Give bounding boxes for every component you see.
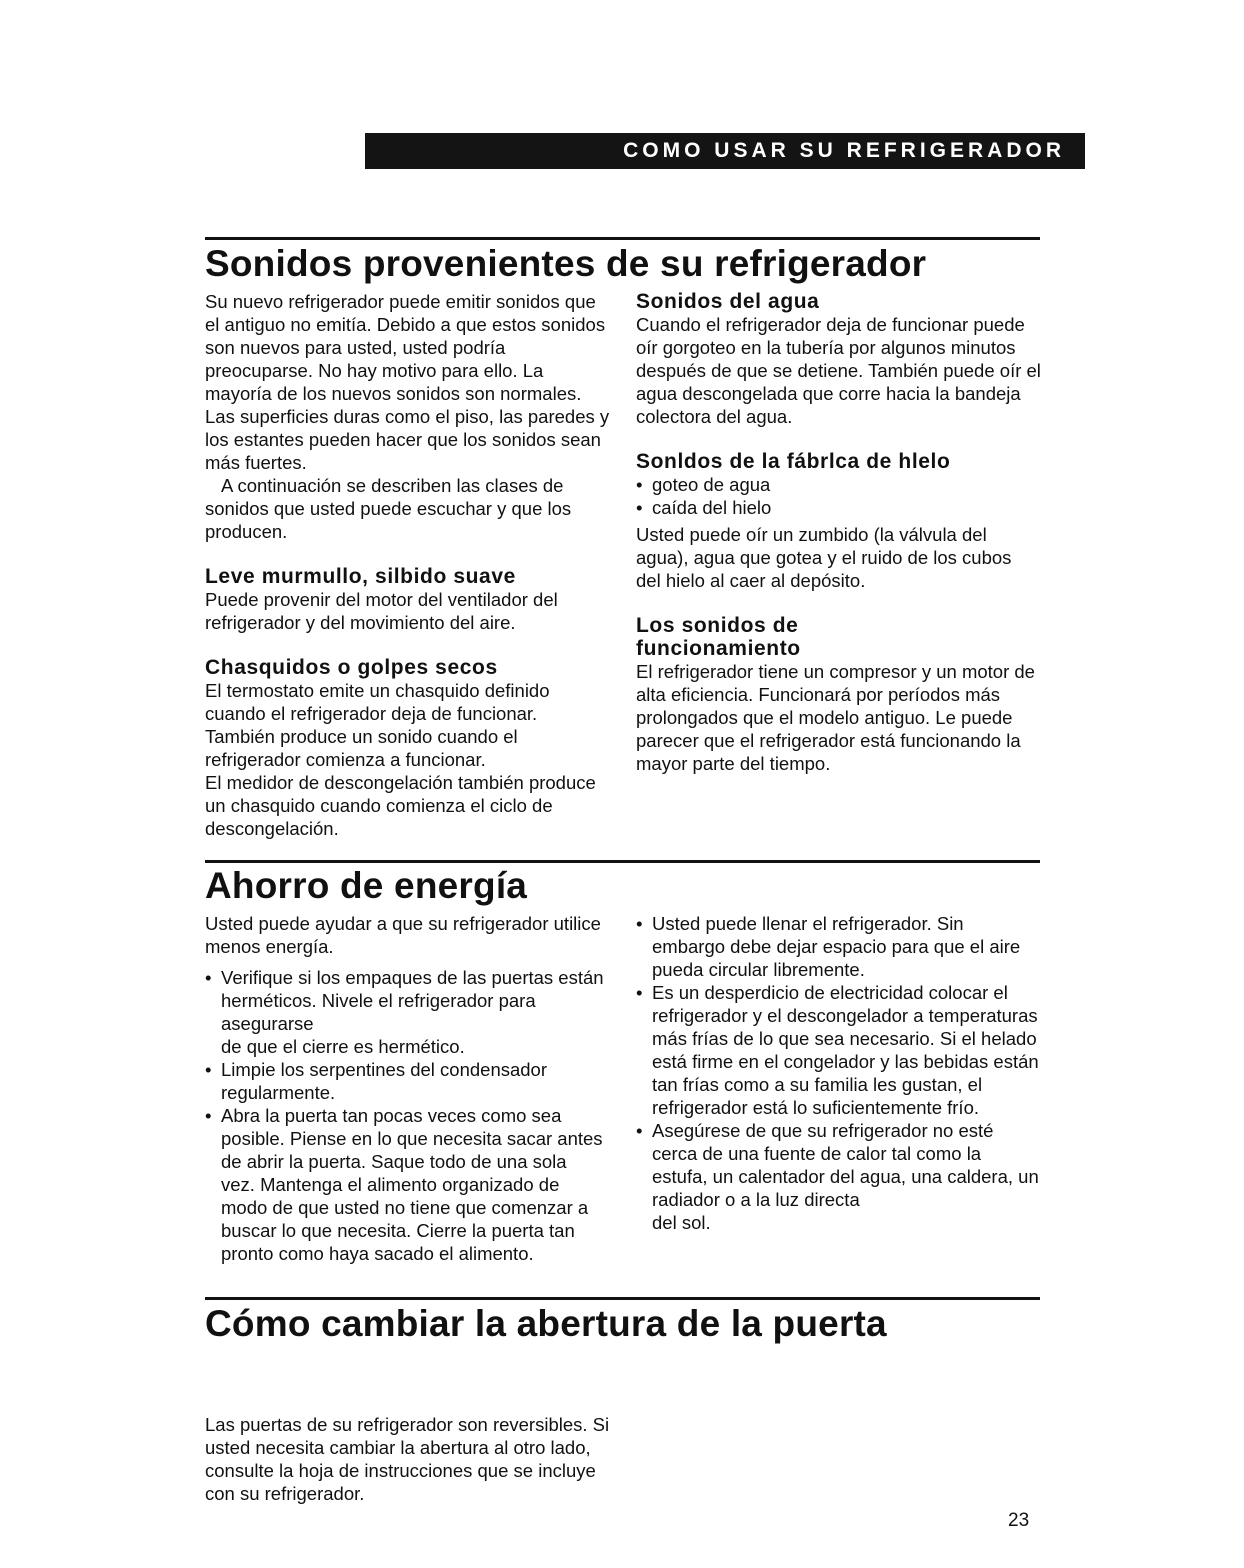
section-rule (205, 237, 1040, 240)
ice-text: Usted puede oír un zumbido (la válvula del agua), agua que gotea y el ruido de los cubos del hielo al caer al depósito. (636, 524, 1012, 591)
sounds-left-column (205, 290, 610, 840)
energy-left-column (205, 912, 605, 1265)
sounds-intro-2: A continuación se describen las clases de sonidos que usted puede escuchar y que los producen. (205, 475, 572, 542)
operation-heading: Los sonidos de funcionamiento (636, 614, 801, 660)
list-item: • Abra la puerta tan pocas veces como sea posible. Piense en lo que necesita sacar antes de abrir la puerta. Saque todo de una sola vez. Mantenga el alimento organizado de modo de que usted no tiene que comenzar a buscar lo que necesita. Cierre la puerta tan pronto como haya sacado el alimento. (205, 1104, 605, 1265)
page-number: 23 (1008, 1510, 1030, 1531)
energy-tips-right (636, 912, 1041, 1234)
click-text-1: El termostato emite un chasquido definido cuando el refrigerador deja de funcionar. También produce un sonido cuando el refrigerador comienza a funcionar. (205, 680, 550, 770)
ice-bullet-list (636, 473, 1041, 519)
list-item: • Usted puede llenar el refrigerador. Sin embargo debe dejar espacio para que el aire pueda circular libremente. (636, 912, 1041, 981)
door-text: Las puertas de su refrigerador son reversibles. Si usted necesita cambiar la abertura al otro lado, consulte la hoja de instrucciones que se incluye con su refrigerador. (205, 1414, 610, 1504)
list-item: • Limpie los serpentines del condensador regularmente. (205, 1058, 605, 1104)
door-title: Cómo cambiar la abertura de la puerta (205, 1303, 887, 1344)
list-item: • goteo de agua (636, 473, 1041, 496)
sounds-title: Sonidos provenientes de su refrigerador (205, 243, 927, 284)
list-item: • Es un desperdicio de electricidad colocar el refrigerador y el descongelador a temperaturas más frías de lo que sea necesario. Si el helado está firme en el congelador y las bebidas están tan frías como a su familia les gustan, el refrigerador está lo suficientemente frío. (636, 981, 1041, 1119)
door-column (205, 1413, 625, 1505)
tip-text: Asegúrese de que su refrigerador no esté cerca de una fuente de calor tal como la estufa, un calentador del agua, una caldera, un radiador o a la luz directa (652, 1120, 1039, 1210)
section-rule (205, 860, 1040, 863)
sounds-right-column (636, 290, 1041, 775)
list-item: • caída del hielo (636, 496, 1041, 519)
section-banner: COMO USAR SU REFRIGERADOR (365, 133, 1085, 169)
tip-text: Verifique si los empaques de las puertas están herméticos. Nivele el refrigerador para asegurarse (221, 967, 604, 1034)
energy-intro: Usted puede ayudar a que su refrigerador utilice menos energía. (205, 913, 601, 957)
hum-heading: Leve murmullo, silbido suave (205, 565, 516, 588)
water-heading: Sonidos del agua (636, 290, 820, 313)
section-rule (205, 1297, 1040, 1300)
sounds-intro: Su nuevo refrigerador puede emitir sonidos que el antiguo no emitía. Debido a que estos sonidos son nuevos para usted, usted podría preocuparse. No hay motivo para ello. La mayoría de los nuevos sonidos son normales. Las superficies duras como el piso, las paredes y los estantes pueden hacer que los sonidos sean más fuertes. (205, 291, 610, 473)
tip-text: de que el cierre es hermético. (221, 1036, 465, 1057)
click-text-2: El medidor de descongelación también produce un chasquido cuando comienza el ciclo de descongelación. (205, 772, 596, 839)
hum-text: Puede provenir del motor del ventilador del refrigerador y del movimiento del aire. (205, 589, 558, 633)
tip-text: del sol. (652, 1212, 711, 1233)
list-item (636, 1119, 1041, 1234)
operation-text: El refrigerador tiene un compresor y un motor de alta eficiencia. Funcionará por períodos más prolongados que el modelo antiguo. Le puede parecer que el refrigerador está funcionando la mayor parte del tiempo. (636, 661, 1035, 774)
list-item (205, 966, 605, 1058)
energy-title: Ahorro de energía (205, 865, 528, 906)
energy-right-column (636, 912, 1041, 1234)
water-text: Cuando el refrigerador deja de funcionar puede oír gorgoteo en la tubería por algunos minutos después de que se detiene. También puede oír el agua descongelada que corre hacia la bandeja colectora del agua. (636, 314, 1041, 427)
click-heading: Chasquidos o golpes secos (205, 656, 498, 679)
ice-heading: Sonldos de la fábrlca de hlelo (636, 450, 951, 473)
energy-tips-left (205, 966, 605, 1265)
